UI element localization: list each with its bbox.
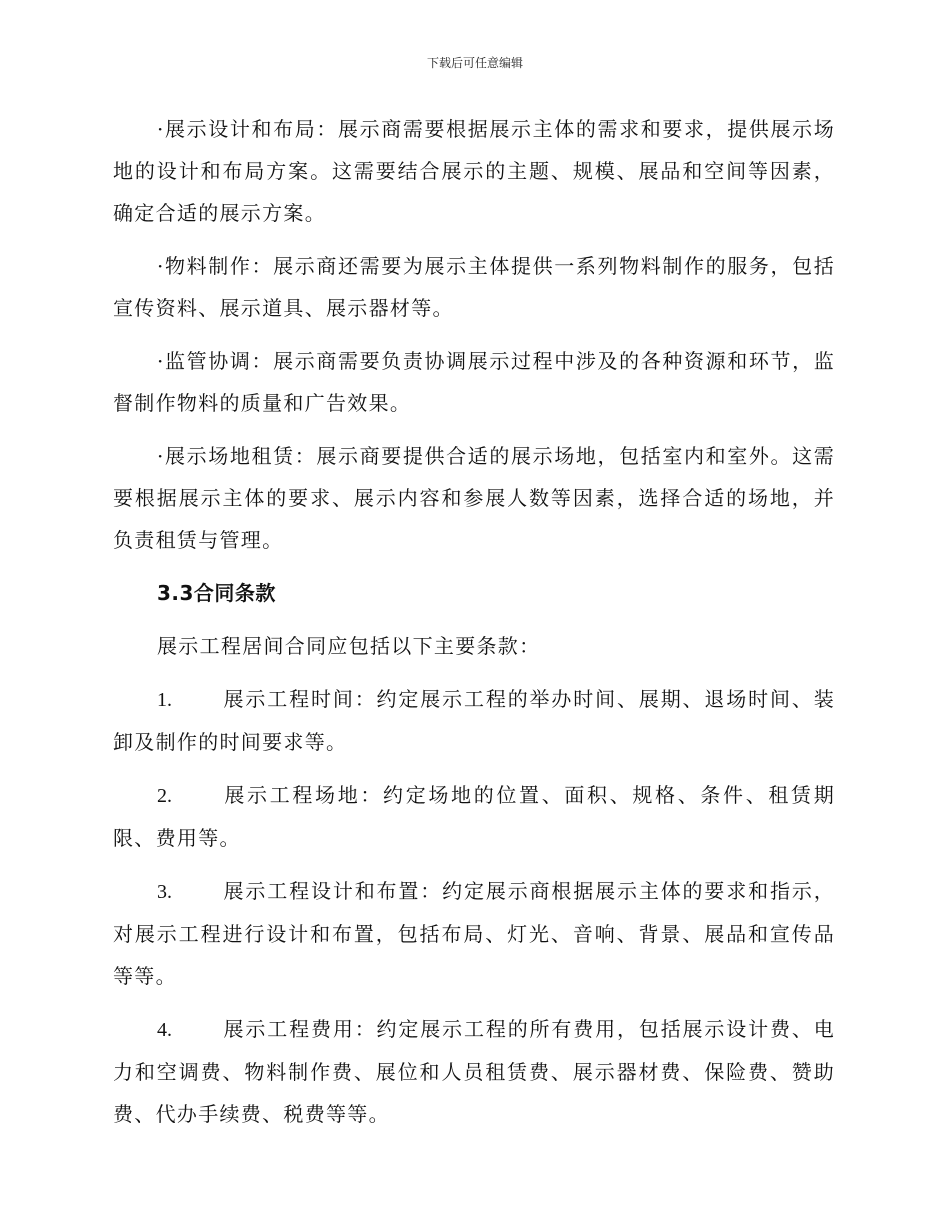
bullet-paragraph: ·监管协调：展示商需要负责协调展示过程中涉及的各种资源和环节，监督制作物料的质量和广告效果。 bbox=[113, 349, 835, 415]
item-number: 2. bbox=[157, 785, 172, 807]
item-text: 展示工程时间：约定展示工程的举办时间、展期、退场时间、装卸及制作的时间要求等。 bbox=[113, 687, 835, 754]
item-number: 4. bbox=[157, 1019, 172, 1041]
section-intro: 展示工程居间合同应包括以下主要条款： bbox=[157, 634, 541, 658]
item-text: 展示工程设计和布置：约定展示商根据展示主体的要求和指示，对展示工程进行设计和布置，包括布局、灯光、音响、背景、展品和宣传品等等。 bbox=[113, 879, 835, 988]
item-number: 3. bbox=[157, 881, 172, 903]
numbered-item bbox=[113, 870, 835, 997]
item-text: 展示工程费用：约定展示工程的所有费用，包括展示设计费、电力和空调费、物料制作费、展位和人员租赁费、展示器材费、保险费、赞助费、代办手续费、税费等等。 bbox=[113, 1017, 835, 1126]
bullet-paragraph: ·物料制作：展示商还需要为展示主体提供一系列物料制作的服务，包括宣传资料、展示道具、展示器材等。 bbox=[113, 254, 835, 320]
numbered-item bbox=[113, 1008, 835, 1135]
item-text: 展示工程场地：约定场地的位置、面积、规格、条件、租赁期限、费用等。 bbox=[113, 783, 835, 850]
document-body bbox=[113, 108, 835, 1146]
bullet-paragraph: ·展示设计和布局：展示商需要根据展示主体的需求和要求，提供展示场地的设计和布局方案。这需要结合展示的主题、规模、展品和空间等因素，确定合适的展示方案。 bbox=[113, 117, 835, 225]
item-number: 1. bbox=[157, 689, 172, 711]
bullet-paragraph: ·展示场地租赁：展示商要提供合适的展示场地，包括室内和室外。这需要根据展示主体的要求、展示内容和参展人数等因素，选择合适的场地，并负责租赁与管理。 bbox=[113, 444, 835, 552]
section-heading: 3.3合同条款 bbox=[157, 581, 276, 605]
numbered-item bbox=[113, 774, 835, 859]
page-header: 下载后可任意编辑 bbox=[426, 56, 523, 70]
numbered-item bbox=[113, 678, 835, 763]
